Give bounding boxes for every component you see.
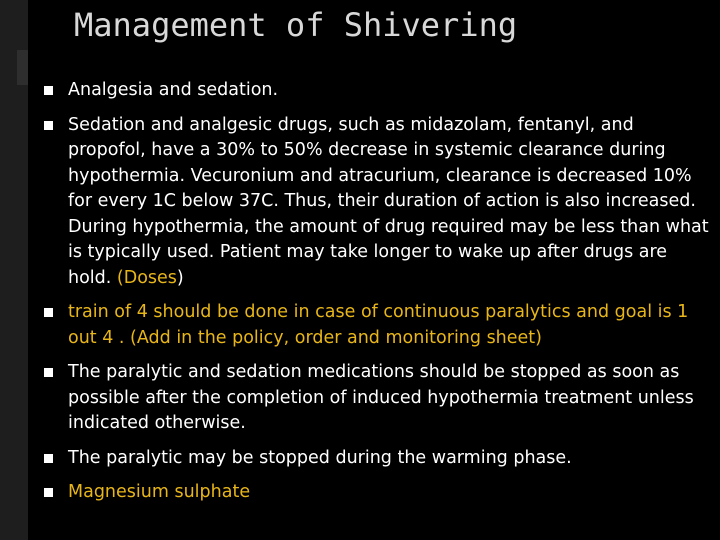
doses-note: (Doses (116, 267, 177, 288)
bullet-text: The paralytic and sedation medications should be stopped as soon as possible after the completion of induced hypothermia treatment unless indicated otherwise. (68, 362, 694, 433)
square-bullet-icon (44, 121, 53, 130)
bullet-item (44, 300, 712, 351)
square-bullet-icon (44, 488, 53, 497)
bullet-text: Sedation and analgesic drugs, such as midazolam, fentanyl, and propofol, have a 30% to 50% decrease in systemic clearance during hypothermia. Vecuronium and atracurium, clearance is decreased 10% for every 1C below 37C. Thus, their duration of action is also increased. During hypothermia, the amount of drug required may be less than what is typically used. Patient may take longer to wake up after drugs are hold. (68, 114, 709, 288)
square-bullet-icon (44, 368, 53, 377)
bullet-item (44, 78, 712, 104)
square-bullet-icon (44, 454, 53, 463)
bullet-item (44, 446, 712, 472)
bullet-text: Magnesium sulphate (68, 482, 251, 502)
slide-title: Management of Shivering (74, 6, 518, 44)
bullet-text: train of 4 should be done in case of continuous paralytics and goal is 1 out 4 . (Add in the policy, order and monitoring sheet) (68, 302, 689, 348)
bullet-list (44, 78, 712, 515)
bullet-item (44, 480, 712, 506)
square-bullet-icon (44, 308, 53, 317)
bullet-item (44, 113, 712, 292)
bullet-text: Analgesia and sedation. (68, 80, 279, 100)
bullet-item (44, 360, 712, 437)
bullet-text: The paralytic may be stopped during the warming phase. (68, 447, 572, 468)
square-bullet-icon (44, 86, 53, 95)
bullet-text-tail: ) (176, 267, 184, 288)
title-marker (17, 50, 28, 85)
